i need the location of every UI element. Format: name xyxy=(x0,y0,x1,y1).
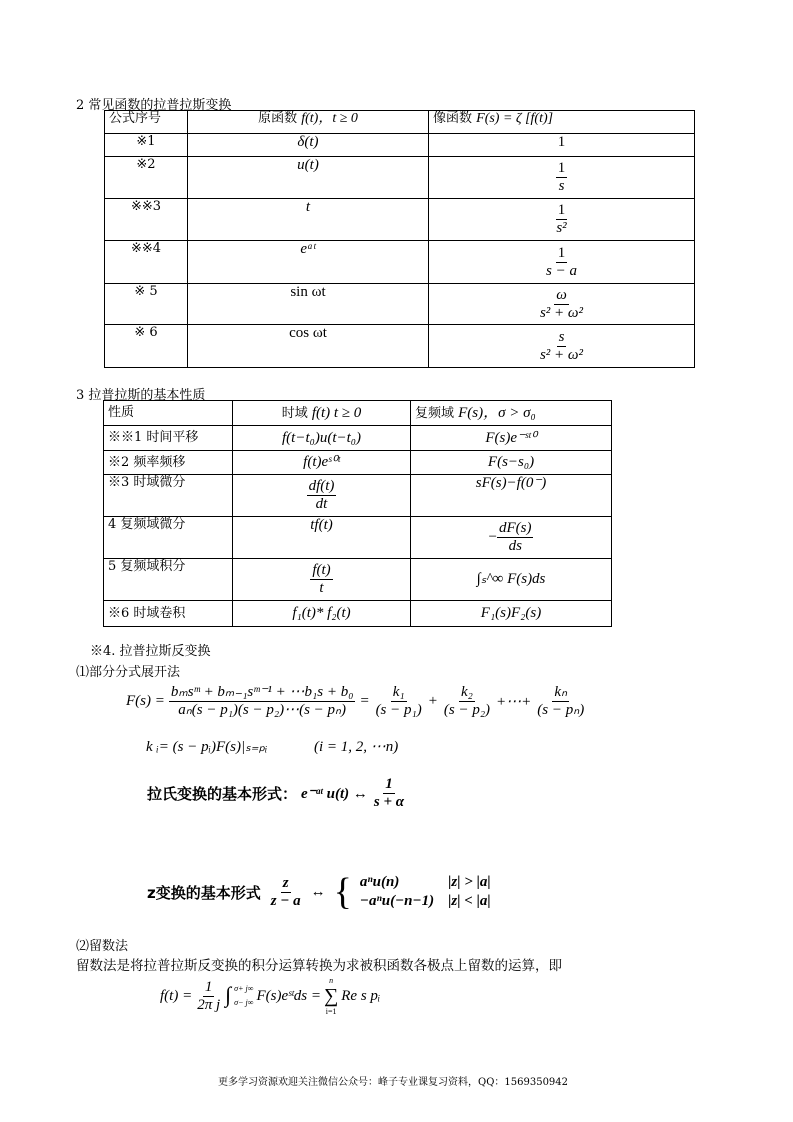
header-property xyxy=(104,401,233,426)
original-function: u(t) xyxy=(297,157,319,173)
time-domain-fraction xyxy=(307,478,337,513)
numerator: 1 xyxy=(557,244,566,261)
rational-fraction xyxy=(169,684,356,719)
laplace-basic-lhs: e⁻ᵅᵗ u(t) ↔ xyxy=(301,786,368,802)
ki-range: (i = 1, 2, ⋯n) xyxy=(314,739,399,755)
residue-subheading: ⑵留数法 xyxy=(76,939,129,954)
header-label: 复频域 xyxy=(415,405,459,421)
sum-lower: i=1 xyxy=(325,1007,337,1016)
residue-term: Re s pᵢ xyxy=(341,987,381,1004)
denominator: (s − p₂) xyxy=(443,702,491,718)
time-domain-expr: f(t)eˢ⁰ᵗ xyxy=(303,454,340,470)
freq-domain-fraction xyxy=(497,520,534,555)
numerator: k₁ xyxy=(392,684,405,700)
case-expr: −aⁿu(−n−1) xyxy=(359,893,435,909)
integral-limits xyxy=(234,982,253,1010)
partial-term xyxy=(442,684,492,719)
property-name: ※6 时域卷积 xyxy=(104,601,233,627)
partial-term xyxy=(535,684,586,719)
numerator: 1 xyxy=(557,160,566,176)
denominator: s² + ω² xyxy=(539,346,584,363)
header-math: f(t) t ≥ 0 xyxy=(311,404,362,421)
time-domain-expr: tf(t) xyxy=(310,517,333,533)
denominator: s² xyxy=(556,220,567,236)
denominator: s + α xyxy=(373,794,405,810)
denominator: ds xyxy=(508,538,522,554)
table-header-row xyxy=(104,401,612,426)
formula-lhs: F(s) = xyxy=(126,693,165,709)
header-image-function xyxy=(429,111,695,134)
formula-id: ※2 xyxy=(105,157,188,199)
property-name: ※2 频率频移 xyxy=(104,451,233,475)
laplace-basic-fraction xyxy=(372,776,406,811)
time-domain-expr: f(t−t₀)u(t−t₀) xyxy=(282,429,361,446)
header-original-function xyxy=(188,111,429,134)
section-3-heading: 3 拉普拉斯的基本性质 xyxy=(76,388,206,403)
table-row xyxy=(105,241,695,284)
section-4-heading: ※4. 拉普拉斯反变换 xyxy=(90,644,211,659)
image-function: 1 xyxy=(557,134,566,150)
header-label: 性质 xyxy=(108,405,135,420)
property-name: 5 复频域积分 xyxy=(104,559,233,601)
denominator: 2π j xyxy=(197,996,221,1013)
table-row xyxy=(105,284,695,325)
numerator: kₙ xyxy=(554,684,568,700)
denominator: s² + ω² xyxy=(539,304,584,321)
integral-sign-icon: ∫ xyxy=(225,982,232,1007)
partial-fraction-formula xyxy=(126,684,586,719)
freq-domain-expr: F(s−s₀) xyxy=(487,454,535,470)
header-time-domain xyxy=(233,401,411,426)
original-function: t xyxy=(305,199,311,215)
equals-sign: = xyxy=(359,693,370,709)
table-row xyxy=(104,559,612,601)
time-domain-expr: f₁(t)* f₂(t) xyxy=(292,605,351,621)
formula-id: ※※3 xyxy=(105,199,188,241)
z-cases xyxy=(360,874,491,910)
case-expr: aⁿu(n) xyxy=(359,874,400,890)
formula-id: ※1 xyxy=(105,134,188,157)
numerator: ω xyxy=(556,286,567,303)
numerator: df(t) xyxy=(308,478,335,494)
laplace-properties-table xyxy=(103,400,612,627)
original-function: eᵃᵗ xyxy=(300,241,316,257)
header-label: 原函数 xyxy=(258,111,302,126)
denominator: (s − pₙ) xyxy=(537,702,585,718)
footer-text: 更多学习资源欢迎关注微信公众号：峰子专业课复习资料，QQ：1569350942 xyxy=(218,1077,569,1088)
sum-upper: n xyxy=(329,976,334,985)
original-function: sin ωt xyxy=(290,284,326,300)
residue-fraction xyxy=(195,979,222,1014)
integrand: F(s)eˢᵗds = xyxy=(256,987,321,1004)
table-row xyxy=(104,601,612,627)
header-label: 像函数 xyxy=(433,111,477,126)
formula-lhs: f(t) = xyxy=(160,987,193,1004)
denominator: (s − p₁) xyxy=(375,702,422,718)
header-math: F(s) = ζ [f(t)] xyxy=(476,111,554,126)
summation xyxy=(324,975,338,1017)
numerator: 1 xyxy=(385,776,393,792)
header-label: 公式序号 xyxy=(109,111,162,126)
freq-domain-expr: sF(s)−f(0⁻) xyxy=(475,475,547,491)
table-row xyxy=(104,451,612,475)
numerator: k₂ xyxy=(461,684,473,700)
image-function-fraction xyxy=(538,287,585,322)
freq-domain-expr: ∫ₛ^∞ F(s)ds xyxy=(476,571,546,587)
double-arrow-icon: ↔ xyxy=(310,883,326,900)
table-row xyxy=(105,199,695,241)
lower-limit: σ− j∞ xyxy=(234,998,254,1007)
ki-formula: k ᵢ= (s − pᵢ)F(s)|ₛ₌ₚᵢ xyxy=(146,739,268,755)
freq-domain-expr: F(s)e⁻ˢᵗ⁰ xyxy=(485,429,537,446)
original-function: δ(t) xyxy=(297,134,319,150)
property-name: 4 复频域微分 xyxy=(104,517,233,559)
table-row xyxy=(104,517,612,559)
table-row xyxy=(105,134,695,157)
image-function-fraction xyxy=(554,202,568,237)
numerator: dF(s) xyxy=(498,520,532,536)
image-function-fraction xyxy=(556,160,568,195)
numerator: 1 xyxy=(204,978,213,995)
freq-domain-expr: F₁(s)F₂(s) xyxy=(480,605,542,621)
numerator: z xyxy=(282,874,289,891)
partial-term xyxy=(374,684,424,719)
image-function-fraction xyxy=(544,245,579,280)
property-name: ※※1 时间平移 xyxy=(104,426,233,451)
original-function: cos ωt xyxy=(289,325,327,341)
header-formula-number xyxy=(105,111,188,134)
header-complex-domain xyxy=(411,401,612,426)
table-row xyxy=(104,426,612,451)
section-2-heading: 2 常见函数的拉普拉斯变换 xyxy=(76,98,232,113)
table-row xyxy=(104,475,612,517)
left-brace-icon: { xyxy=(333,871,352,913)
z-basic-label: z变换的基本形式 xyxy=(147,883,261,902)
minus-sign: − xyxy=(488,529,497,545)
plus-sign: + xyxy=(427,693,438,709)
numerator: 1 xyxy=(557,202,566,218)
denominator: t xyxy=(319,580,324,596)
laplace-transform-table xyxy=(104,110,695,368)
header-math: F(s)，σ > σ₀ xyxy=(458,404,536,421)
case-condition: |z| < |a| xyxy=(448,893,491,909)
denominator: aₙ(s − p₁)(s − p₂)⋯(s − pₙ) xyxy=(178,702,347,718)
property-name: ※3 时域微分 xyxy=(104,475,233,517)
laplace-basic-form xyxy=(147,776,406,811)
header-math: f(t)，t ≥ 0 xyxy=(301,111,358,126)
denominator: dt xyxy=(315,496,328,512)
z-basic-form xyxy=(147,873,491,911)
laplace-basic-label: 拉氏变换的基本形式： xyxy=(147,785,298,803)
upper-limit: σ+ j∞ xyxy=(234,984,254,993)
denominator: z − a xyxy=(270,892,301,909)
ellipsis: +⋯+ xyxy=(496,694,532,710)
denominator: s − a xyxy=(546,262,577,279)
table-header-row xyxy=(105,111,695,134)
formula-id: ※※4 xyxy=(105,241,188,284)
header-label: 时域 xyxy=(281,405,312,421)
partial-fraction-subheading: ⑴部分分式展开法 xyxy=(76,665,181,680)
residue-description: 留数法是将拉普拉斯反变换的积分运算转换为求被积函数各极点上留数的运算，即 xyxy=(76,958,562,974)
time-domain-fraction xyxy=(310,562,332,597)
formula-id: ※ 6 xyxy=(105,325,188,368)
numerator: f(t) xyxy=(312,562,331,578)
denominator: s xyxy=(558,178,565,194)
numerator: bₘsᵐ + bₘ₋₁sᵐ⁻¹ + ⋯b₁s + b₀ xyxy=(170,684,354,700)
sigma-icon: ∑ xyxy=(324,985,339,1007)
numerator: s xyxy=(558,328,565,345)
residue-formula xyxy=(160,975,380,1017)
image-function-fraction xyxy=(538,329,585,364)
table-row xyxy=(105,157,695,199)
table-row xyxy=(105,325,695,368)
formula-id: ※ 5 xyxy=(105,284,188,325)
z-basic-fraction xyxy=(269,875,303,910)
case-condition: |z| > |a| xyxy=(448,874,491,890)
